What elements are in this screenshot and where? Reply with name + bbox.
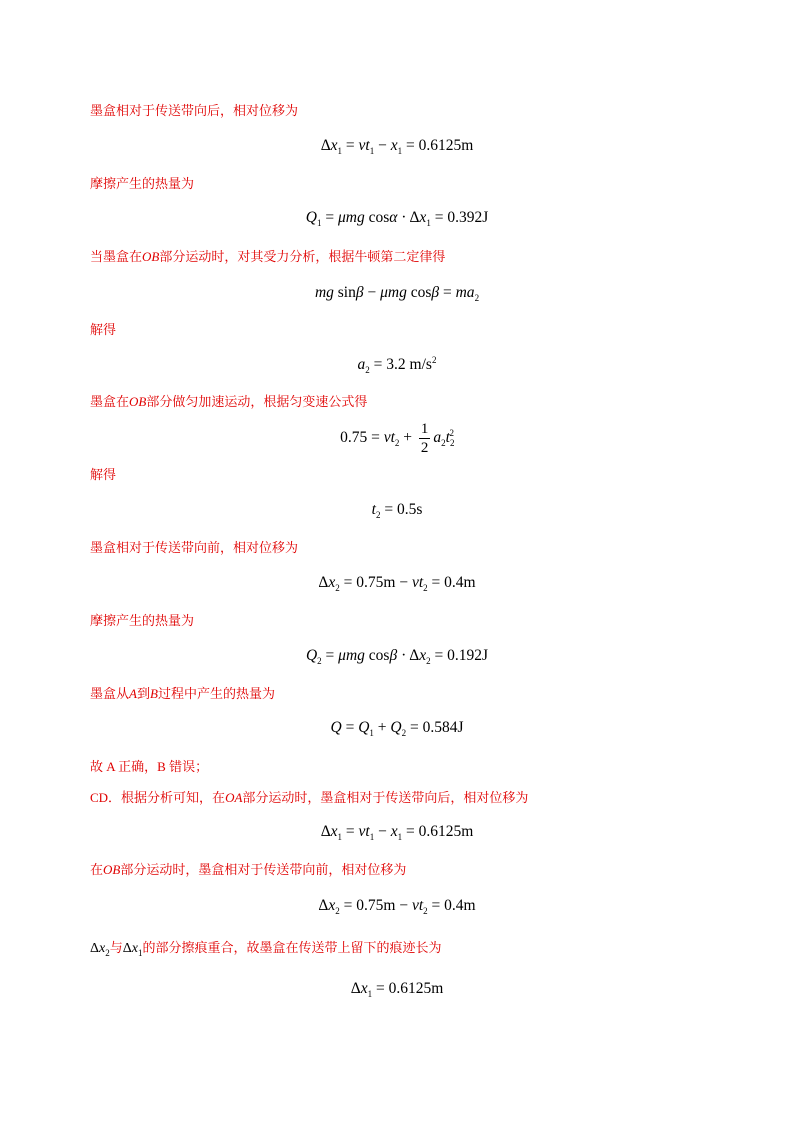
text-line-10: 故 A 正确，B 错误； — [90, 759, 209, 774]
fraction-half: $\frac{1}{2}$ — [420, 421, 429, 456]
equation-dx2-repeat: $\Delta x_2 = 0.75m - vt_2 = 0.4m$ — [318, 897, 476, 916]
text-line-2: 摩擦产生的热量为 — [90, 176, 195, 191]
text-line-8: 摩擦产生的热量为 — [90, 613, 195, 628]
text-line-9: 墨盒从A到B过程中产生的热量为 — [90, 686, 275, 701]
equation-newton: mg sinβ − μmg $\cos\beta = ma_2$ — [314, 284, 480, 303]
equation-Q2: $Q_2 = \mu mg$ $\cos\beta \cdot \Delta x_2 = 0.192J$ — [305, 647, 489, 666]
equation-t2: $t_2 = 0.5s$ — [371, 501, 423, 520]
equation-Q-total: $Q = Q_1 + Q_2 = 0.584J$ — [330, 719, 464, 738]
text-line-5: 墨盒在OB部分做匀加速运动，根据匀变速公式得 — [90, 394, 368, 409]
equation-dx2: $\Delta x_2 = 0.75m - vt_2 = 0.4m$ — [318, 574, 476, 593]
text-line-7: 墨盒相对于传送带向前，相对位移为 — [90, 540, 299, 555]
equation-a2: $a_2 = 3.2$ $m/s^2$ — [357, 355, 437, 375]
text-line-6: 解得 — [90, 467, 117, 482]
equation-trace-length: $\Delta x_1 = 0.6125m$ — [350, 980, 444, 999]
equation-dx1: $\Delta x_1 = vt_1 - x_1 = 0.6125m$ — [320, 137, 474, 156]
equation-Q1: $Q_1 = \mu mg$ $\cos\alpha \cdot \Delta x_1 = 0.392J$ — [305, 209, 489, 228]
text-line-12: 在OB部分运动时，墨盒相对于传送带向前，相对位移为 — [90, 862, 407, 877]
text-line-13: $\Delta x_2$与$\Delta x_1$的部分擦痕重合，故墨盒在传送带上留下的痕迹长为 — [90, 940, 442, 958]
text-line-1: 墨盒相对于传送带向后，相对位移为 — [90, 103, 299, 118]
text-line-11: CD．根据分析可知，在OA部分运动时，墨盒相对于传送带向后，相对位移为 — [90, 790, 529, 805]
text-line-4: 解得 — [90, 322, 117, 337]
text-line-3: 当墨盒在OB部分运动时，对其受力分析，根据牛顿第二定律得 — [90, 249, 446, 264]
equation-dx1-repeat: $\Delta x_1 = vt_1 - x_1 = 0.6125m$ — [320, 823, 474, 842]
equation-kinematics: $0.75 = vt_2$ + $\frac{1}{2}$ $a_2t_2^2$ — [340, 421, 455, 456]
